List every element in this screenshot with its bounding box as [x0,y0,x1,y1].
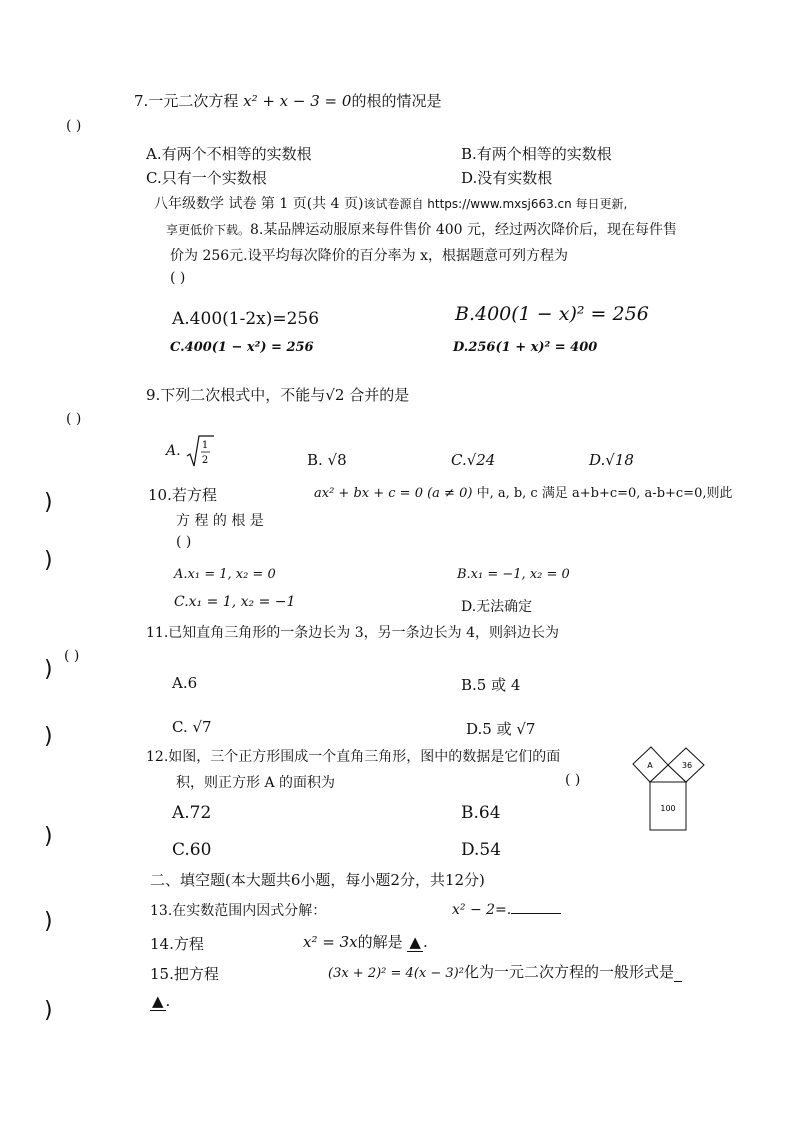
q12-option-a: A.72 [172,803,212,823]
margin-paren-5: ) [44,824,53,849]
q9-option-a: A. 1 2 [166,434,215,468]
q15-stem: 15.把方程 [150,965,219,983]
margin-paren-1: ) [44,490,53,515]
q7-option-d: D.没有实数根 [461,169,553,187]
q9-option-b: B. √8 [307,451,347,469]
q14-expression: x² = 3x的解是 ▲ . [303,933,428,951]
margin-paren-7: ) [44,998,53,1023]
label-a: A [647,761,653,770]
q7-option-a: A.有两个不相等的实数根 [146,145,312,163]
q9-radical: √2 [325,386,345,404]
q9-a-numerator: 1 [201,440,209,451]
q8-option-b: B.400(1 − x)² = 256 [455,303,649,325]
q13-answer-blank[interactable] [511,899,561,914]
q11-stem: 11.已知直角三角形的一条边长为 3，另一条边长为 4，则斜边长为 [146,625,559,641]
q11-option-a: A.6 [172,674,198,692]
q7-stem: 7.一元二次方程 x² + x − 3 = 0的根的情况是 [134,92,442,110]
q11-option-c: C. √7 [172,718,212,736]
label-36: 36 [681,761,693,770]
q9-a-denominator: 2 [201,455,209,466]
q7-option-b: B.有两个相等的实数根 [461,145,612,163]
label-100: 100 [660,804,676,813]
q10-answer-paren: ( ) [176,534,192,550]
q7-option-c: C.只有一个实数根 [146,169,267,187]
margin-paren-3: ) [44,657,53,682]
q12-option-d: D.54 [461,840,502,860]
q15-answer-line: ▲ . [152,992,171,1010]
q8-answer-paren: ( ) [170,270,186,286]
q9-option-d: D.√18 [589,451,634,469]
q11-answer-paren: ( ) [64,648,80,664]
q12-squares-figure [624,735,714,835]
margin-paren-6: ) [44,909,53,934]
q8-stem-line2: 价为 256元.设平均每次降价的百分率为 x，根据题意可列方程为 [170,248,568,264]
q7-equation: x² + x − 3 = 0 [243,92,352,110]
page-footer: 八年级数学 试卷 第 1 页(共 4 页)该试卷源自 https://www.mxsj663.cn 每日更新, [154,196,628,212]
q10-option-c: C.x₁ = 1, x₂ = −1 [174,594,296,610]
q11-option-b: B.5 或 4 [461,676,521,694]
q9-option-c: C.√24 [451,451,496,469]
q12-option-c: C.60 [172,840,212,860]
margin-paren-4: ) [44,724,53,749]
q15-answer-blank[interactable]: ▲ [152,992,164,1010]
q10-option-d: D.无法确定 [461,599,533,615]
q13-stem: 13.在实数范围内因式分解： [150,903,327,919]
q8-option-d: D.256(1 + x)² = 400 [453,340,598,355]
q8-option-a: A.400(1-2x)=256 [172,309,320,329]
q9-answer-paren: ( ) [66,411,82,427]
q10-option-a: A.x₁ = 1, x₂ = 0 [174,567,276,582]
q15-expression: (3x + 2)² = 4(x − 3)²化为一元二次方程的一般形式是 [328,961,682,982]
q10-equation-line: ax² + bx + c = 0 (a ≠ 0) 中, a, b, c 满足 a+b+c=0, a-b+c=0,则此 [314,486,733,501]
q12-option-b: B.64 [461,803,501,823]
q10-equation: ax² + bx + c = 0 (a ≠ 0) [314,486,473,501]
q11-option-d: D.5 或 √7 [466,720,536,738]
q10-stem: 10.若方程 [148,486,217,504]
q12-stem-line2: 积，则正方形 A 的面积为 [176,775,336,791]
q8-stem-line1: 享更低价下载。8.某品牌运动服原来每件售价 400 元，经过两次降价后，现在每件售 [166,222,677,238]
margin-paren-2: ) [44,548,53,573]
q9-stem: 9.下列二次根式中，不能与√2 合并的是 [146,386,410,404]
q10-stem-line2: 方 程 的 根 是 [176,513,264,529]
q8-option-c: C.400(1 − x²) = 256 [170,340,314,355]
q14-answer-blank[interactable]: ▲ [409,933,421,951]
q14-stem: 14.方程 [150,935,204,953]
q13-expression: x² − 2=. [452,899,561,918]
q10-option-b: B.x₁ = −1, x₂ = 0 [457,567,570,582]
section-2-title: 二、填空题(本大题共6小题，每小题2分，共12分) [150,871,485,889]
q12-answer-paren: ( ) [565,772,581,788]
q12-stem-line1: 12.如图，三个正方形围成一个直角三角形，图中的数据是它们的面 [146,749,561,765]
q7-answer-paren: ( ) [66,118,82,134]
q9-option-a-radical [185,434,215,468]
